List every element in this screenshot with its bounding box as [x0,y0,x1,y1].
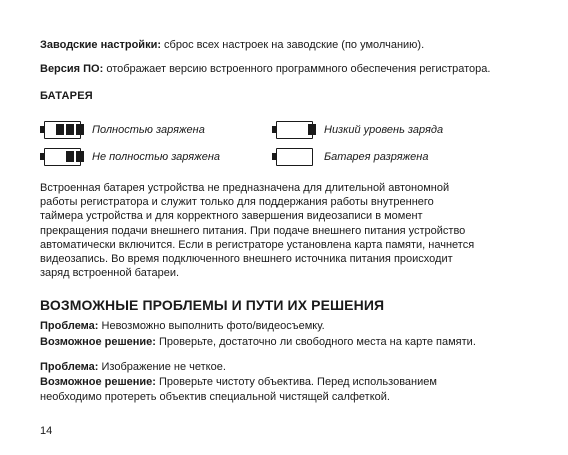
paragraph-line: видеозапись. Во время подключенного внешнего источника питания происходит [40,253,453,266]
solution-text: Проверьте, достаточно ли свободного места на карте памяти. [155,336,476,348]
battery-empty-label: Батарея разряжена [324,151,429,163]
problem-1 [40,319,325,333]
battery-low-icon [272,121,313,139]
solution-text: Проверьте чистоту объектива. Перед использованием [155,376,437,388]
paragraph-line: таймера устройства и для корректного завершения видеозаписи в момент [40,210,423,223]
software-version-text: отображает версию встроенного программного обеспечения регистратора. [103,63,491,75]
software-version-line [40,62,490,76]
problem-text: Невозможно выполнить фото/видеосъемку. [98,320,325,332]
battery-full-label: Полностью заряжена [92,124,205,136]
battery-empty-icon [272,148,313,166]
problem-text: Изображение не четкое. [98,361,226,373]
factory-settings-line [40,38,424,52]
solution-1 [40,335,476,349]
battery-partial-icon [40,148,81,166]
solution-2 [40,375,437,389]
solution-label: Возможное решение: [40,336,156,348]
paragraph-line: автоматически включится. Если в регистраторе установлена карта памяти, начнется [40,238,475,251]
troubleshooting-heading: ВОЗМОЖНЫЕ ПРОБЛЕМЫ И ПУТИ ИХ РЕШЕНИЯ [40,297,385,313]
battery-low-label: Низкий уровень заряда [324,124,444,136]
battery-description [40,181,540,280]
problem-label: Проблема: [40,361,99,373]
factory-settings-text: сброс всех настроек на заводские (по умолчанию). [161,39,425,51]
problem-label: Проблема: [40,320,99,332]
paragraph-line: заряд встроенной батареи. [40,267,180,280]
paragraph-line: прекращения подачи внешнего питания. При подаче внешнего питания устройство [40,224,466,237]
paragraph-line: работы регистратора и служит только для поддержания работы внутреннего [40,196,434,209]
software-version-label: Версия ПО: [40,63,104,75]
paragraph-line: Встроенная батарея устройства не предназначена для длительной автономной [40,182,450,194]
solution-label: Возможное решение: [40,376,156,388]
solution-2-continued: необходимо протереть объектив специальной чистящей салфеткой. [40,391,390,403]
factory-settings-label: Заводские настройки: [40,39,161,51]
battery-partial-label: Не полностью заряжена [92,151,221,163]
battery-heading: БАТАРЕЯ [40,90,93,102]
battery-full-icon [40,121,81,139]
problem-2 [40,360,226,374]
page-number: 14 [40,425,53,437]
